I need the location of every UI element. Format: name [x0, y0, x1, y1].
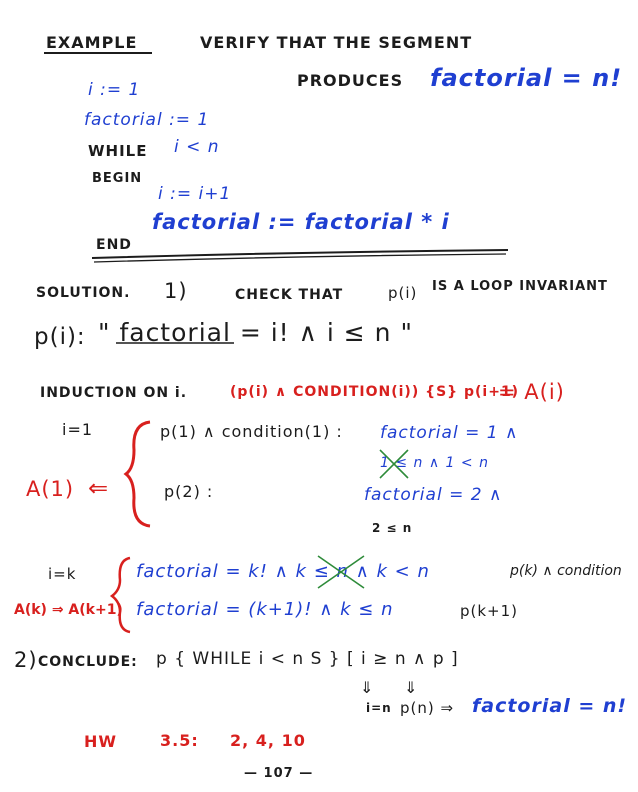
base-premise: p(1) ∧ condition(1) : [160, 422, 343, 441]
base-factorial: factorial = 1 ∧ [380, 423, 519, 443]
down-arrow-1-icon: ⇓ [360, 678, 375, 697]
a-k-implies-a-k-plus-1: A(k) ⇒ A(k+1) [14, 602, 123, 618]
loop-invariant-label: IS A LOOP INVARIANT [432, 279, 608, 294]
verify-statement: VERIFY THAT THE SEGMENT [200, 33, 473, 52]
p2-factorial: factorial = 2 ∧ [364, 485, 503, 505]
inductive-step-brace [112, 558, 130, 632]
i-equals-n: i=n [366, 701, 392, 715]
cross-out-inductive-mark [318, 556, 364, 588]
solution-label: SOLUTION. [36, 285, 131, 301]
code-line-factorial-update: factorial := factorial * i [152, 210, 450, 234]
code-line-increment: i := i+1 [158, 184, 232, 204]
inductive-premise-label: p(k) ∧ condition [510, 563, 622, 579]
a-one-label: A(1) [26, 477, 75, 501]
cross-out-base-mark [380, 450, 408, 478]
code-line-factorial-init: factorial := 1 [84, 110, 210, 130]
begin-keyword: BEGIN [92, 171, 143, 186]
p-n-implies: p(n) ⇒ [400, 699, 455, 717]
implied-by-arrow-icon: ⇐ [88, 474, 110, 502]
p2-condition: 2 ≤ n [372, 521, 413, 535]
homework-problems: 2, 4, 10 [230, 731, 306, 750]
induction-equals-a-i: = A(i) [498, 380, 565, 404]
step-two-number: 2) [14, 648, 38, 672]
check-label: CHECK THAT [235, 287, 344, 303]
homework-section: 3.5: [160, 731, 199, 750]
induction-formula: (p(i) ∧ CONDITION(i)) {S} p(i+1) [230, 384, 520, 400]
produces-label: PRODUCES [297, 71, 404, 90]
p-i-label: p(i) [388, 284, 418, 302]
inductive-premise-formula: factorial = k! ∧ k ≤ n ∧ k < n [136, 561, 430, 582]
p-definition-label: p(i): [34, 324, 86, 350]
inductive-conclusion-formula: factorial = (k+1)! ∧ k ≤ n [136, 599, 394, 620]
step-one-number: 1) [164, 279, 188, 303]
p-definition: " factorial = i! ∧ i ≤ n " [98, 318, 413, 347]
inductive-conclusion-label: p(k+1) [460, 602, 519, 620]
induction-label: INDUCTION ON i. [40, 385, 188, 401]
base-conclusion: p(2) : [164, 482, 214, 501]
while-keyword: WHILE [88, 142, 148, 160]
inductive-step-label: i=k [48, 565, 77, 583]
code-line-i-init: i := 1 [88, 80, 141, 100]
conclusion-result: factorial = n! [472, 695, 628, 717]
base-conditions: 1 ≤ n ∧ 1 < n [380, 455, 489, 471]
end-keyword: END [96, 237, 132, 253]
base-case-brace [126, 422, 150, 526]
base-case-label: i=1 [62, 420, 94, 439]
conclude-formula: p { WHILE i < n S } [ i ≥ n ∧ p ] [156, 649, 459, 669]
while-condition: i < n [174, 137, 220, 157]
homework-label: HW [84, 732, 118, 751]
conclude-label: CONCLUDE: [38, 654, 138, 670]
goal-formula: factorial = n! [430, 64, 623, 92]
example-heading: EXAMPLE [46, 33, 138, 52]
section-separator-2 [94, 254, 506, 262]
page-number: — 107 — [244, 766, 314, 781]
down-arrow-2-icon: ⇓ [404, 678, 419, 697]
